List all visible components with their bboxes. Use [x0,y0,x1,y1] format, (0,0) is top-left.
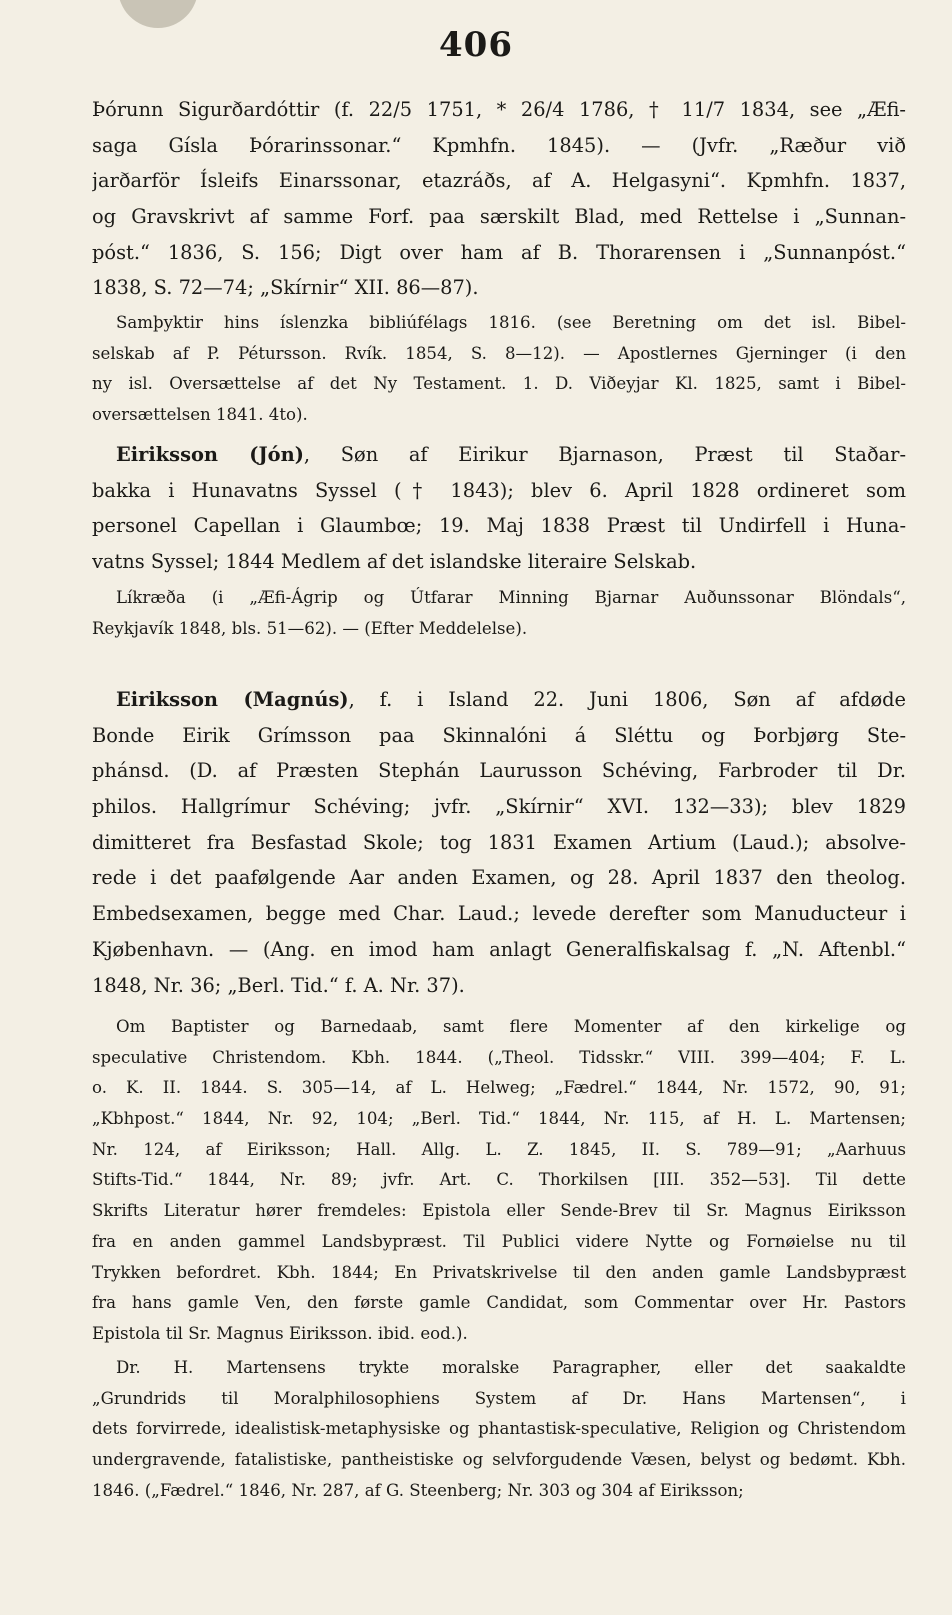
page-corner-shadow [118,0,198,28]
text-line: Skrifts Literatur hører fremdeles: Epistola eller Sende-Brev til Sr. Magnus Eiriksson [92,1201,906,1221]
text-line: og Gravskrivt af samme Forf. paa særskilt Blad, med Rettelse i „Sunnan- [92,205,906,229]
text-line: Líkræða (i „Æfi-Ágrip og Útfarar Minning Bjarnar Auðunssonar Blöndals“, [116,588,906,607]
entry-eiriksson-jon [92,437,906,580]
text-line: 1846. („Fædrel.“ 1846, Nr. 287, af G. Steenberg; Nr. 303 og 304 af Eiriksson; [92,1480,744,1500]
entry-thorunn-continuation [92,92,906,306]
text-line: Epistola til Sr. Magnus Eiriksson. ibid. eod.). [92,1323,468,1343]
entry-martensen-works [92,1353,906,1506]
text-line: fra en anden gammel Landsbypræst. Til Publici videre Nytte og Fornøielse nu til [92,1231,906,1251]
text-line: vatns Syssel; 1844 Medlem af det islandske literaire Selskab. [92,550,697,574]
text-line: Dr. H. Martensens trykte moralske Paragrapher, eller det saakaldte [116,1358,906,1377]
text-line: Trykken befordret. Kbh. 1844; En Privatskrivelse til den anden gamle Landsbypræst [92,1262,906,1282]
text-line: Þórunn Sigurðardóttir (f. 22/5 1751, * 26/4 1786, † 11/7 1834, see „Æfi- [92,98,906,121]
text-line: phánsd. (D. af Præsten Stephán Laurusson Schéving, Farbroder til Dr. [92,759,906,783]
text-line: Embedsexamen, begge med Char. Laud.; levede derefter som Manuducteur i [92,902,906,926]
text-line: 1848, Nr. 36; „Berl. Tid.“ f. A. Nr. 37). [92,973,465,997]
text-line: personel Capellan i Glaumbœ; 19. Maj 1838 Præst til Undirfell i Huna- [92,514,906,538]
text-line: dets forvirrede, idealistisk-metaphysiske og phantastisk-speculative, Religion og Christendom [92,1419,906,1439]
text-line: jarðarför Ísleifs Einarssonar, etazráðs, af A. Helgasyni“. Kpmhfn. 1837, [92,169,906,193]
text-line: bakka i Hunavatns Syssel († 1843); blev 6. April 1828 ordineret som [92,478,906,502]
text-line: Om Baptister og Barnedaab, samt flere Momenter af den kirkelige og [116,1017,906,1036]
page-number: 406 [439,25,513,65]
text-line: saga Gísla Þórarinssonar.“ Kpmhfn. 1845). — (Jvfr. „Ræður við [92,133,906,157]
entry-headword: Eiriksson (Jón) [116,443,304,466]
entry-headword: Eiriksson (Magnús) [116,688,349,711]
text-line: 1838, S. 72—74; „Skírnir“ XII. 86—87). [92,276,479,300]
text-line: rede i det paafølgende Aar anden Examen, og 28. April 1837 den theolog. [92,866,906,890]
text-line: „Grundrids til Moralphilosophiens System af Dr. Hans Martensen“, i [92,1388,906,1408]
text-line: „Kbhpost.“ 1844, Nr. 92, 104; „Berl. Tid.“ 1844, Nr. 115, af H. L. Martensen; [92,1109,906,1129]
entry-samthyktir-works [92,308,906,431]
text-line: Samþyktir hins íslenzka bibliúfélags 1816. (see Beretning om det isl. Bibel- [116,313,906,332]
text-line: dimitteret fra Besfastad Skole; tog 1831 Examen Artium (Laud.); absolve- [92,830,906,854]
text-line: undergravende, fatalistiske, pantheistiske og selvforgudende Væsen, belyst og bedømt. Kbh. [92,1450,906,1470]
text-line: póst.“ 1836, S. 156; Digt over ham af B. Thorarensen i „Sunnanpóst.“ [92,240,906,264]
text-line: Reykjavík 1848, bls. 51—62). — (Efter Meddelelse). [92,618,528,638]
text-line: speculative Christendom. Kbh. 1844. („Theol. Tidsskr.“ VIII. 399—404; F. L. [92,1047,906,1067]
text-line: Bonde Eirik Grímsson paa Skinnalóni á Sléttu og Þorbjørg Ste- [92,723,906,747]
text-line: Stifts-Tid.“ 1844, Nr. 89; jvfr. Art. C. Thorkilsen [III. 352—53]. Til dette [92,1170,906,1190]
text-line: Nr. 124, af Eiriksson; Hall. Allg. L. Z. 1845, II. S. 789—91; „Aarhuus [92,1139,906,1159]
entry-eiriksson-magnus [92,682,906,1003]
text-line: o. K. II. 1844. S. 305—14, af L. Helweg; „Fædrel.“ 1844, Nr. 1572, 90, 91; [92,1078,906,1098]
text-line: Kjøbenhavn. — (Ang. en imod ham anlagt Generalfiskalsag f. „N. Aftenbl.“ [92,937,906,961]
text-line: oversættelsen 1841. 4to). [92,405,308,425]
text-line: Eiriksson (Magnús), f. i Island 22. Juni 1806, Søn af afdøde [116,688,906,711]
entry-eiriksson-jon-works [92,583,906,644]
entry-baptister-works [92,1012,906,1350]
text-line: ny isl. Oversættelse af det Ny Testament. 1. D. Viðeyjar Kl. 1825, samt i Bibel- [92,374,906,394]
text-line: philos. Hallgrímur Schéving; jvfr. „Skírnir“ XVI. 132—33); blev 1829 [92,795,906,819]
text-line: selskab af P. Pétursson. Rvík. 1854, S. 8—12). — Apostlernes Gjerninger (i den [92,343,906,363]
text-line: fra hans gamle Ven, den første gamle Candidat, som Commentar over Hr. Pastors [92,1293,906,1313]
text-line: Eiriksson (Jón), Søn af Eirikur Bjarnason, Præst til Staðar- [116,443,906,466]
